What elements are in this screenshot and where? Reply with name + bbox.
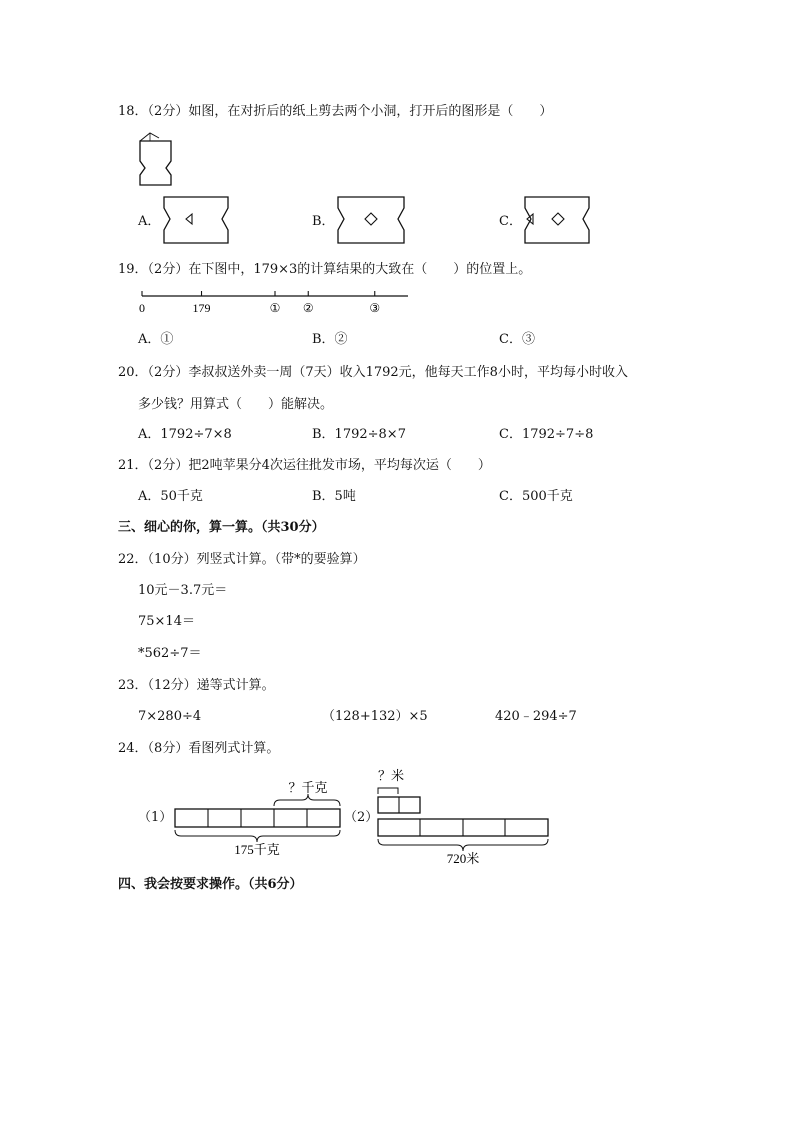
q22-item-2: 75×14＝ — [138, 614, 195, 629]
number-line-label: ③ — [369, 301, 381, 315]
q20-option-a[interactable]: A．1792÷7×8 — [138, 427, 232, 442]
q18-option-a-label[interactable]: A． — [138, 214, 161, 229]
q21-option-c[interactable]: C．500千克 — [499, 489, 573, 504]
number-line — [138, 288, 418, 318]
q24-fig1-diagram — [172, 776, 344, 858]
q19-option-a[interactable]: A．① — [138, 332, 174, 347]
q21-stem: 21．（2分）把2吨苹果分4次运往批发市场，平均每次运（ ） — [118, 458, 491, 473]
q24-fig1-label: （1） — [138, 810, 173, 825]
q21-option-a[interactable]: A．50千克 — [138, 489, 203, 504]
q24-fig2-top-label: ？米 — [378, 768, 405, 783]
q24-fig2-label: （2） — [344, 810, 379, 825]
q23-item-2: （128+132）×5 — [322, 709, 428, 724]
q18-option-a-figure[interactable] — [160, 195, 232, 247]
q20-option-b[interactable]: B．1792÷8×7 — [312, 427, 406, 442]
q23-stem: 23．（12分）递等式计算。 — [118, 678, 275, 693]
number-line-label: 0 — [139, 301, 145, 315]
q19-stem: 19．（2分）在下图中，179×3的计算结果的大致在（ ）的位置上。 — [118, 262, 532, 277]
q24-fig2-bottom-label: 720米 — [446, 851, 480, 866]
q18-option-c-figure[interactable] — [521, 195, 593, 247]
q23-item-3: 420﹣294÷7 — [495, 709, 577, 724]
number-line-label: ② — [302, 301, 314, 315]
number-line-label: ① — [269, 301, 281, 315]
q18-option-b-label[interactable]: B． — [312, 214, 335, 229]
q22-item-1: 10元－3.7元＝ — [138, 583, 228, 598]
q20-stem-line1: 20．（2分）李叔叔送外卖一周（7天）收入1792元，他每天工作8小时，平均每小时收入 — [118, 365, 628, 380]
q24-fig1-bottom-label: 175千克 — [234, 842, 280, 857]
q20-stem-line2: 多少钱？用算式（ ）能解决。 — [138, 397, 334, 412]
section-4-title: 四、我会按要求操作。（共6分） — [118, 877, 303, 892]
q19-option-c[interactable]: C．③ — [499, 332, 535, 347]
q18-option-c-label[interactable]: C． — [499, 214, 522, 229]
q20-option-c[interactable]: C．1792÷7÷8 — [499, 427, 594, 442]
folded-paper-figure — [136, 131, 176, 191]
q18-stem: 18．（2分）如图，在对折后的纸上剪去两个小洞，打开后的图形是（ ） — [118, 104, 553, 119]
q18-option-b-figure[interactable] — [334, 195, 408, 247]
q22-item-3: *562÷7＝ — [138, 646, 202, 661]
section-3-title: 三、细心的你，算一算。（共30分） — [118, 520, 325, 535]
q24-fig2-diagram — [372, 766, 552, 866]
q21-option-b[interactable]: B．5吨 — [312, 489, 356, 504]
number-line-label: 179 — [192, 301, 211, 315]
q24-stem: 24．（8分）看图列式计算。 — [118, 741, 280, 756]
q22-stem: 22．（10分）列竖式计算。（带*的要验算） — [118, 552, 366, 567]
q23-item-1: 7×280÷4 — [138, 709, 202, 724]
q19-option-b[interactable]: B．② — [312, 332, 348, 347]
q24-fig1-top-label: ？千克 — [288, 780, 328, 795]
